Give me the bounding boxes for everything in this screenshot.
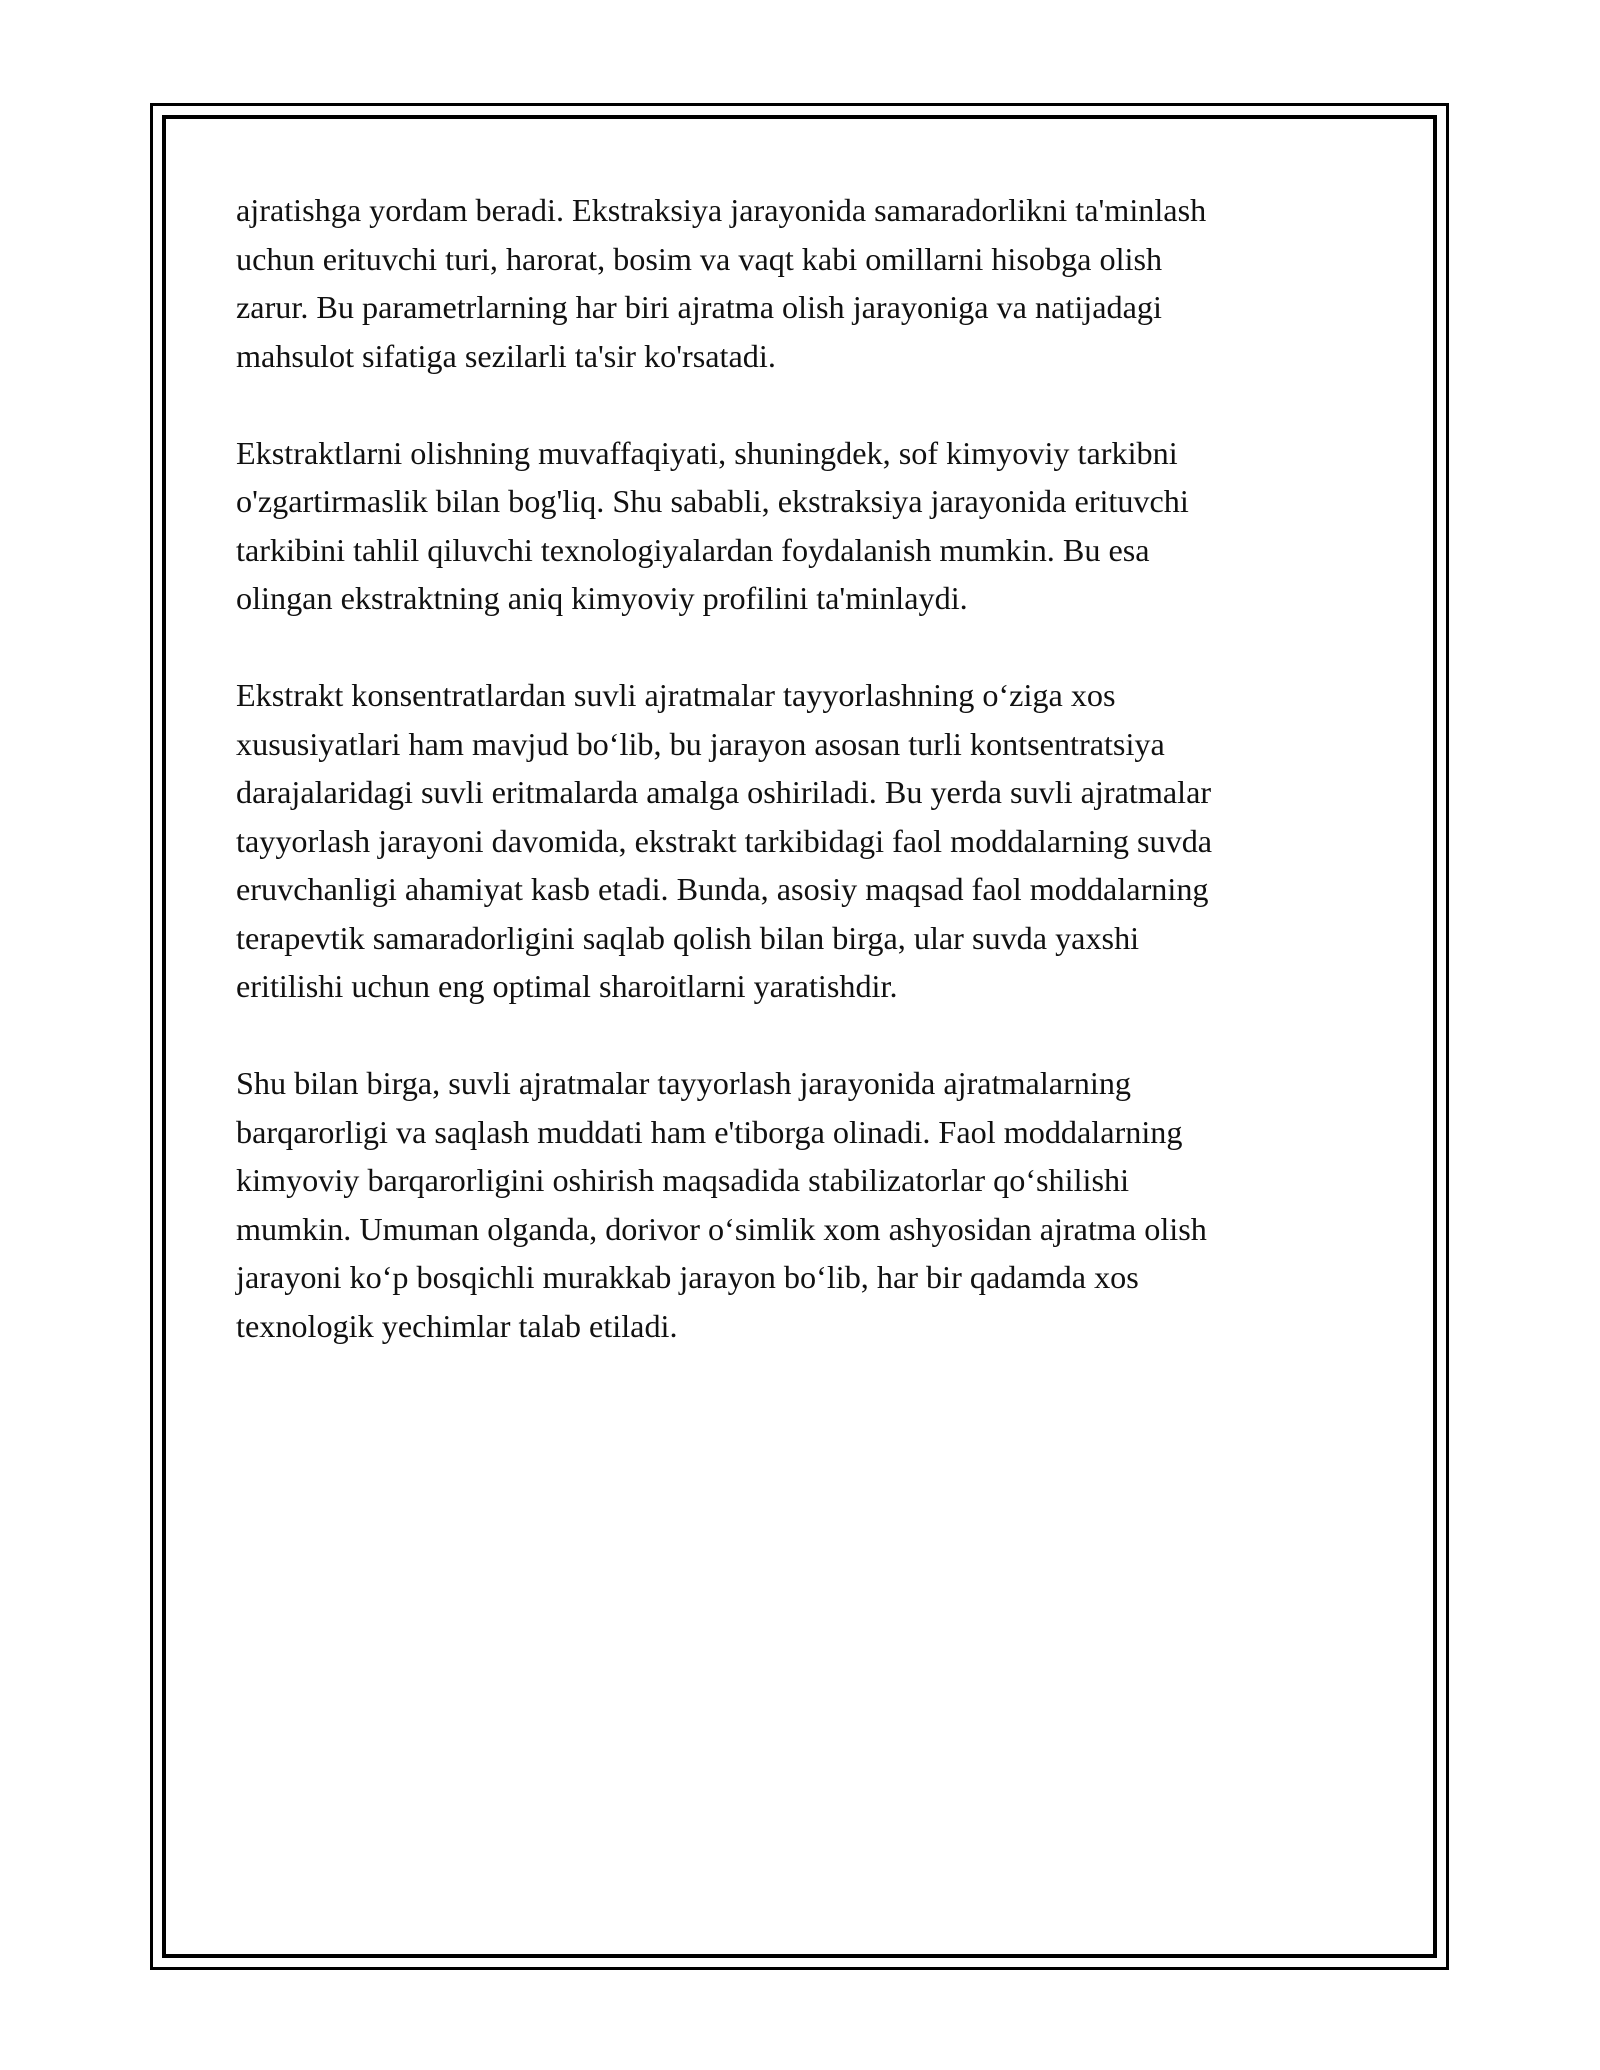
text-line: ajratishga yordam beradi. Ekstraksiya jarayonida samaradorlikni ta'minlash xyxy=(236,192,1207,228)
text-line: zarur. Bu parametrlarning har biri ajratma olish jarayoniga va natijadagi xyxy=(236,289,1162,325)
text-line: kimyoviy barqarorligini oshirish maqsadida stabilizatorlar qo‘shilishi xyxy=(236,1162,1130,1198)
text-line: terapevtik samaradorligini saqlab qolish bilan birga, ular suvda yaxshi xyxy=(236,919,1140,956)
text-line: texnologik yechimlar talab etiladi. xyxy=(236,1307,678,1344)
paragraph xyxy=(236,429,1376,623)
text-line: Ekstrakt konsentratlardan suvli ajratmalar tayyorlashning o‘ziga xos xyxy=(236,677,1116,713)
text-line: o'zgartirmaslik bilan bog'liq. Shu sababli, ekstraksiya jarayonida erituvchi xyxy=(236,483,1189,519)
text-line: Shu bilan birga, suvli ajratmalar tayyorlash jarayonida ajratmalarning xyxy=(236,1065,1132,1101)
document-body xyxy=(236,186,1376,1399)
text-line: eritilishi uchun eng optimal sharoitlarni yaratishdir. xyxy=(236,968,898,1004)
text-line: xususiyatlari ham mavjud bo‘lib, bu jarayon asosan turli kontsentratsiya xyxy=(236,725,1165,762)
text-line: mumkin. Umuman olganda, dorivor o‘simlik xom ashyosidan ajratma olish xyxy=(236,1210,1207,1247)
text-line: tayyorlash jarayoni davomida, ekstrakt tarkibidagi faol moddalarning suvda xyxy=(236,822,1213,859)
text-line: Ekstraktlarni olishning muvaffaqiyati, shuningdek, sof kimyoviy tarkibni xyxy=(236,434,1178,471)
text-line: mahsulot sifatiga sezilarli ta'sir ko'rsatadi. xyxy=(236,337,776,374)
text-line: olingan ekstraktning aniq kimyoviy profilini ta'minlaydi. xyxy=(236,580,968,616)
text-line: barqarorligi va saqlash muddati ham e'tiborga olinadi. Faol moddalarning xyxy=(236,1113,1183,1150)
text-line: uchun erituvchi turi, harorat, bosim va vaqt kabi omillarni hisobga olish xyxy=(236,240,1163,277)
text-line: darajalaridagi suvli eritmalarda amalga oshiriladi. Bu yerda suvli ajratmalar xyxy=(236,774,1212,810)
text-line: tarkibini tahlil qiluvchi texnologiyalardan foydalanish mumkin. Bu esa xyxy=(236,531,1150,568)
text-line: eruvchanligi ahamiyat kasb etadi. Bunda, asosiy maqsad faol moddalarning xyxy=(236,871,1209,907)
paragraph xyxy=(236,186,1376,380)
text-line: jarayoni ko‘p bosqichli murakkab jarayon bo‘lib, har bir qadamda xos xyxy=(236,1259,1139,1295)
paragraph xyxy=(236,1059,1376,1350)
paragraph xyxy=(236,671,1376,1011)
